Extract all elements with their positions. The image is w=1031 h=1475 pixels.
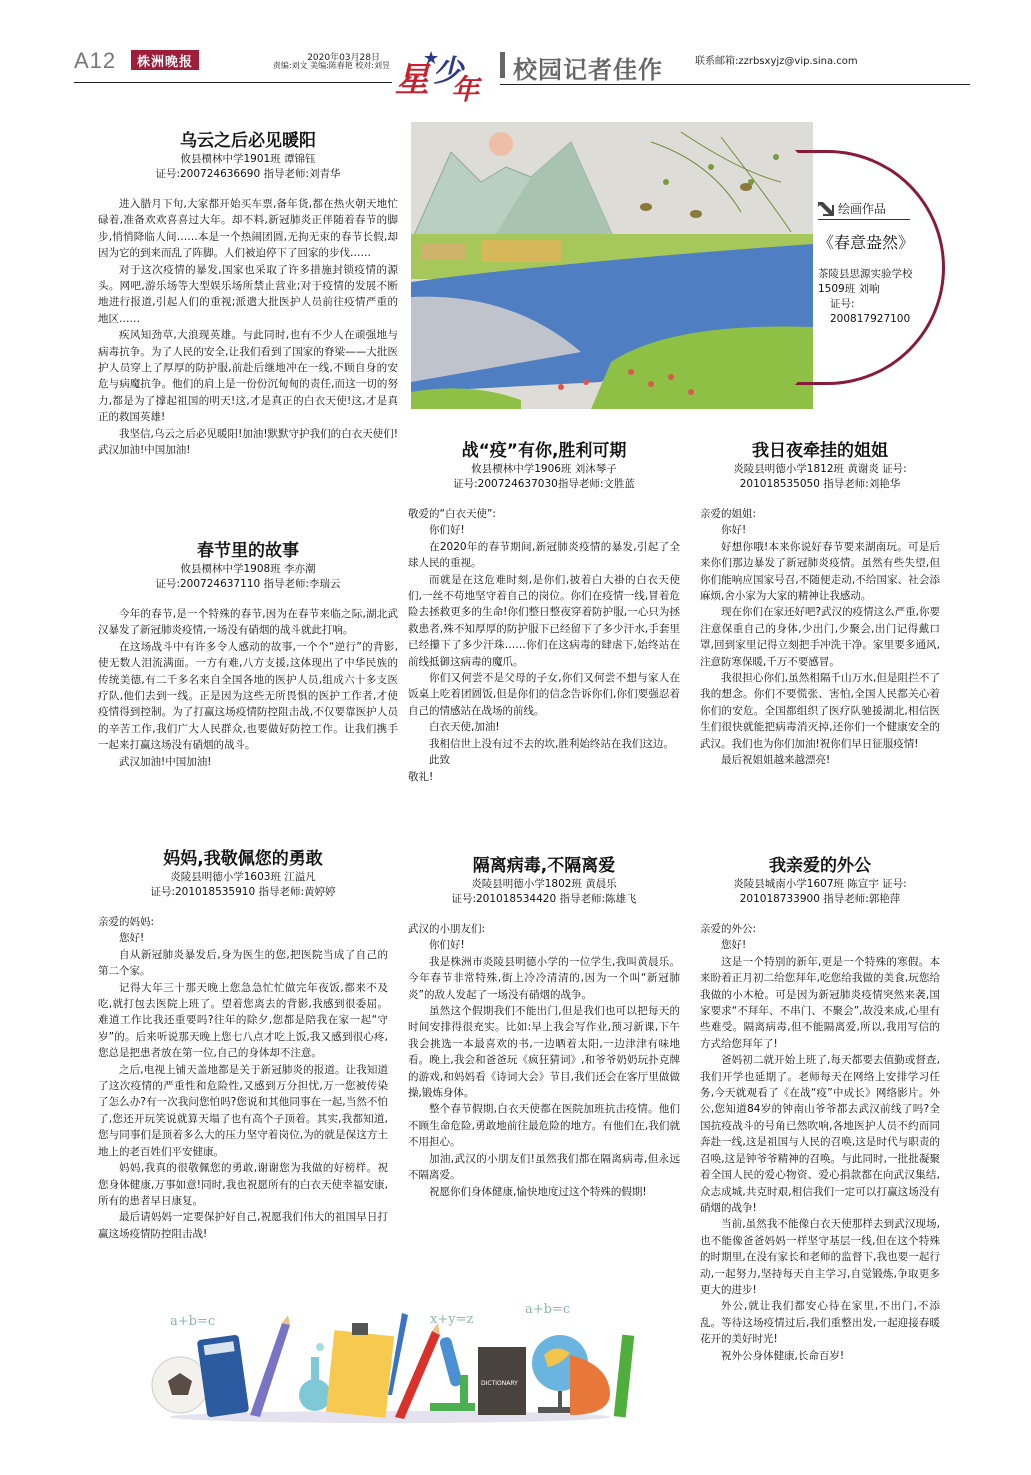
closing: 敬礼! (408, 770, 434, 783)
book-icon (478, 1347, 526, 1415)
paragraph: 当前,虽然我不能像白衣天使那样去到武汉现场,也不能像爸爸妈妈一样坚守基层一线,但在这个特殊的时期里,在没有家长和老师的监督下,我也要一起行动,一起努力,坚持每天自主学习,自觉锻炼,争取更多更大的进步! (700, 1218, 940, 1296)
paragraph: 我坚信,乌云之后必见暖阳!加油!默默守护我们的白衣天使们!武汉加油!中国加油! (98, 427, 398, 457)
salutation: 亲爱的妈妈: (98, 916, 155, 928)
arrow-down-right-icon (818, 202, 834, 216)
paragraph: 祝愿你们身体健康,愉快地度过这个特殊的假期! (429, 1185, 647, 1198)
paragraph: 今年的春节,是一个特殊的春节,因为在春节来临之际,湖北武汉暴发了新冠肺炎疫情,一场没有硝烟的战斗就此打响。 (98, 608, 398, 637)
painting-tag-label: 绘画作品 (838, 202, 887, 216)
paragraph: 对于这次疫情的暴发,国家也采取了许多措施封锁疫情的源头。网吧,游乐场等大型娱乐场所禁止营业;对于疫情的发展不断地进行报道,引起人们的重视;派遣大批医护人员前往疫情严重的地区…… (98, 263, 398, 325)
article-7 (700, 855, 940, 1364)
painting-caption (818, 200, 928, 327)
paragraph: 而就是在这危难时刻,是你们,披着白大褂的白衣天使们,一丝不苟地坚守着自己的岗位。你们在疫情一线,冒着危险去拯救更多的生命!你们整日整夜穿着防护服,一心只为拯救患者,殊不知厚厚的防护服下已经留下了多少汗水,手套里已经攥下了多少汗珠……你们在这病毒的肆虐下,始终站在前线抵御这病毒的魔爪。 (408, 573, 680, 668)
paragraph: 你们又何尝不是父母的子女,你们又何尝不想与家人在饭桌上吃着团圆饭,但是你们的信念告诉你们,你们要强忍着自己的情感站在战场的前线。 (408, 672, 680, 717)
article-3 (408, 440, 680, 785)
header-rule-right (500, 84, 970, 85)
paragraph: 在2020年的春节期间,新冠肺炎疫情的暴发,引起了全球人民的重视。 (408, 540, 680, 570)
protractor-icon (570, 1355, 610, 1415)
header-rule-left (74, 82, 392, 83)
paragraph: 我相信世上没有过不去的坎,胜利始终站在我们这边。 (429, 737, 674, 750)
book-label: DICTIONARY (481, 1380, 518, 1387)
article-5 (98, 848, 388, 1242)
editor-credits: 责编:刘文 美编:陈春艳 校对:刘昱 (272, 61, 390, 70)
formula-middle: x+y=z (430, 1312, 474, 1327)
paragraph: 您好! (721, 939, 747, 952)
article-body (98, 196, 398, 459)
issue-date: 2020年03月28日 (307, 53, 380, 63)
article-body (98, 914, 388, 1242)
article-title: 妈妈,我敬佩您的勇敢 (163, 849, 323, 869)
paragraph: 最后请妈妈一定要保护好自己,祝愿我们伟大的祖国早日打赢这场疫情防控阻击战! (98, 1211, 388, 1240)
painting-author: 茶陵县思源实验学校1509班 刘响 (818, 268, 913, 295)
paragraph: 妈妈,我真的很敬佩您的勇敢,谢谢您为我做的好榜样。祝您身体健康,万事如意!同时,我也祝愿所有的白衣天使幸福安康,所有的患者早日康复。 (98, 1162, 388, 1207)
paragraph: 武汉加油!中国加油! (119, 755, 212, 768)
paragraph: 进入腊月下旬,大家都开始买车票,备年货,都在热火朝天地忙碌着,准备欢欢喜喜过大年。却不料,新冠肺炎正伴随着春节的脚步,悄悄降临人间……本是一个热闹团圆,无拘无束的春节长假,却因为它的到来而乱了阵脚。人们被迫停下了回家的步伐…… (98, 198, 398, 260)
paragraph: 加油,武汉的小朋友们!虽然我们都在隔离病毒,但永远不隔离爱。 (408, 1152, 680, 1182)
painting-cert-label: 证号: (830, 298, 855, 310)
salutation: 敬爱的“白衣天使”: (408, 508, 496, 520)
article-title: 战“疫”有你,胜利可期 (461, 441, 627, 461)
article-cert: 证号:200724636690 指导老师:刘青华 (155, 168, 341, 180)
article-school: 攸县槚林中学1901班 谭锦钰 (180, 153, 316, 165)
brand-char-2: 少 (433, 54, 463, 89)
paragraph: 虽然这个假期我们不能出门,但是我们也可以把每天的时间安排得很充实。比如:早上我会写作业,预习新课,下午我会挑选一本最喜欢的书,一边晒着太阳,一边津津有味地看。晚上,我会和爸爸玩《疯狂猜词》,和爷爷奶奶玩扑克牌的游戏,和妈妈看《诗词大会》节目,我们还会在客厅里做做操,锻炼身体。 (408, 1005, 680, 1100)
paragraph: 我很担心你们,虽然相隔千山万水,但是阻拦不了我的想念。你们不要慌张、害怕,全国人民都关心着你们的安危。全国都组织了医疗队驰援湖北,相信医生们很快就能把病毒消灭掉,还你们一个健康安全的武汉。我们也为你们加油!祝你们早日征服疫情! (700, 672, 940, 750)
article-cert: 201018733900 指导老师:郭艳萍 (739, 893, 901, 905)
article-body (408, 506, 680, 785)
section-title: 校园记者佳作 (513, 56, 663, 84)
masthead (0, 0, 1031, 110)
article-school: 炎陵县明德小学1603班 江溢凡 (170, 871, 316, 883)
page-number: A12 (74, 48, 117, 73)
article-title: 隔离病毒,不隔离爱 (472, 856, 616, 876)
article-body (700, 506, 940, 769)
salutation: 亲爱的姐姐: (700, 508, 757, 520)
paragraph: 记得大年三十那天晚上您急急忙忙做完年夜饭,都来不及吃,就打包去医院上班了。望着您离去的背影,我感到很委屈。难道工作比我还重要吗?往年的除夕,您都是陪我在家一起“守岁”的。后来听说那天晚上您七八点才吃上饭,我又感到很心疼,您总是把患者放在第一位,自己的身体却不注意。 (98, 981, 388, 1060)
article-body (98, 606, 398, 770)
paragraph: 你们好! (429, 939, 465, 952)
painting-tag (818, 200, 910, 220)
paragraph: 之后,电视上铺天盖地都是关于新冠肺炎的报道。让我知道了这次疫情的严重性和危险性,又感到万分担忧,万一您被传染了怎么办?有一次我问您怕吗?您说和其他同事在一起,当然不怕了,您还开玩笑说就算天塌了也有高个子顶着。其实,我都知道,您与同事们是顶着多么大的压力坚守着岗位,为的就是保这方土地上的老百姓们平安健康。 (98, 1063, 388, 1158)
article-title: 乌云之后必见暖阳 (180, 131, 316, 151)
soccer-ball-icon (152, 1357, 208, 1413)
article-4 (700, 440, 940, 769)
stationery-illustration (130, 1285, 650, 1430)
ruler-icon (614, 1335, 635, 1418)
star-icon: ★ (423, 48, 440, 69)
article-1 (98, 130, 398, 459)
paragraph: 你们好! (429, 524, 465, 537)
painting-cert-number: 200817927100 (830, 313, 911, 325)
article-title: 春节里的故事 (197, 541, 299, 561)
paragraph: 您好! (119, 932, 145, 945)
paragraph: 整个春节假期,白衣天使都在医院加班抗击疫情。他们不顾生命危险,勇敢地前往最危险的地方。有他们在,我们就不用担心。 (408, 1103, 680, 1149)
salutation: 亲爱的外公: (700, 923, 757, 935)
paragraph: 白衣天使,加油! (429, 721, 500, 734)
paragraph: 你好! (721, 524, 747, 537)
formula-right: a+b=c (525, 1302, 571, 1317)
article-title: 我日夜牵挂的姐姐 (752, 441, 888, 461)
article-school: 炎陵县明德小学1812班 黄谢炎 证号: (733, 463, 907, 475)
article-cert: 证号:201018535910 指导老师:黄婷婷 (150, 886, 336, 898)
paragraph: 祝外公身体健康,长命百岁! (721, 1349, 845, 1362)
paragraph: 在这场战斗中有许多令人感动的故事,一个个“逆行”的背影,使无数人泪流满面。一方有难,八方支援,这体现出了中华民族的传统美德,有二千多名来自全国各地的医护人员,组成六十多支医疗队,他们去到一线。正是因为这些无所畏惧的医护工作者,才使疫情得到控制。为了打赢这场疫情防控阻击战,不仅要靠医护人员的辛苦工作,我们广大人民群众,也要做好防控工作。让我们携手一起来打赢这场没有硝烟的战斗。 (98, 640, 398, 752)
paragraph: 疾风知劲草,大浪现英雄。与此同时,也有不少人在顽强地与病毒抗争。为了人民的安全,让我们看到了国家的脊梁——大批医护人员穿上了厚厚的防护服,前赴后继地冲在一线,不顾自身的安危与病魔抗争。他们的肩上是一份份沉甸甸的责任,而这一切的努力,都是为了撑起祖国的明天!这,才是真正的白衣天使!这,才是真正的救国英雄! (98, 329, 398, 424)
formula-left: a+b=c (170, 1314, 216, 1329)
flask-icon (299, 1343, 331, 1411)
paragraph: 最后祝姐姐越来越漂亮! (721, 754, 831, 767)
article-cert: 证号:200724637030指导老师:文胜蓝 (453, 478, 635, 490)
paragraph: 外公,就让我们都安心待在家里,不出门,不添乱。等待这场疫情过后,我们重整出发,一起迎接春暖花开的美好时光! (700, 1300, 940, 1346)
article-cert: 证号:200724637110 指导老师:李瑞云 (155, 578, 341, 590)
paragraph: 这是一个特别的新年,更是一个特殊的寒假。本来盼着正月初二给您拜年,吃您给我做的美食,玩您给我做的小木枪。可是因为新冠肺炎疫情突然来袭,国家要求“不拜年、不串门、不聚会”,故没来成,心里有些难受。隔离病毒,但不能隔离爱,所以,我用写信的方式给您拜年了! (700, 955, 940, 1050)
article-cert: 201018535050 指导老师:刘艳华 (739, 478, 901, 490)
paper-logo: 株洲晚报 (131, 50, 199, 70)
article-body (700, 921, 940, 1364)
calculator-icon (197, 1334, 249, 1417)
brand-char-1: 星 (395, 60, 429, 100)
microscope-icon (430, 1336, 475, 1411)
pencil-icon (250, 1315, 290, 1417)
article-school: 攸县槚林中学1908班 李亦潮 (180, 563, 316, 575)
article-cert: 证号:201018534420 指导老师:陈雄飞 (451, 893, 637, 905)
section-divider (500, 52, 505, 78)
article-title: 我亲爱的外公 (769, 856, 871, 876)
contact-email: 联系邮箱:zzrbsxyjz@vip.sina.com (695, 56, 858, 67)
article-6 (408, 855, 680, 1200)
painting-image (411, 122, 813, 409)
article-body (408, 921, 680, 1200)
article-school: 炎陵县明德小学1802班 黄晨乐 (471, 878, 617, 890)
brand-logo (395, 46, 495, 106)
landscape-painting (411, 122, 813, 409)
article-2 (98, 540, 398, 770)
paragraph: 自从新冠肺炎暴发后,身为医生的您,把医院当成了自己的第二个家。 (98, 948, 388, 978)
brand-char-3: 年 (451, 73, 480, 106)
paragraph: 此致 (429, 754, 450, 767)
paragraph: 现在你们在家还好吧?武汉的疫情这么严重,你要注意保重自己的身体,少出门,少聚会,出门记得戴口罩,回到家里记得立刻把手冲洗干净。家里要多通风,注意防寒保暖,千万不要感冒。 (700, 606, 940, 668)
article-school: 炎陵县城南小学1607班 陈宣宇 证号: (733, 878, 907, 890)
painting-title: 《春意盎然》 (818, 233, 915, 252)
paragraph: 我是株洲市炎陵县明德小学的一位学生,我叫黄晨乐。今年春节非常特殊,街上冷冷清清的,因为一个叫“新冠肺炎”的敌人发起了一场没有硝烟的战争。 (408, 955, 680, 1001)
salutation: 武汉的小朋友们: (408, 923, 486, 935)
paragraph: 好想你哦!本来你说好春节要来湖南玩。可是后来你们那边暴发了新冠肺炎疫情。虽然有些失望,但你们能响应国家号召,不随便走动,不给国家、社会添麻烦,舍小家为大家的精神让我感动。 (700, 540, 940, 603)
school-supplies-graphic (130, 1285, 650, 1430)
paragraph: 爸妈初二就开始上班了,每天都要去值勤或督查,我们开学也延期了。老师每天在网络上安排学习任务,今天就观看了《在战“疫”中成长》网络影片。外公,您知道84岁的钟南山爷爷都去武汉前线了吗?全国抗疫战斗的号角已然吹响,各地医护人员不约而同奔赴一线,这是祖国与人民的召唤,这是时代与职责的召唤,这是钟爷爷精神的召唤。与此同时,一批批凝聚着全国人民的爱心物资、爱心捐款都在向武汉集结,众志成城,共克时艰,相信我们一定可以打赢这场没有硝烟的战争! (700, 1054, 940, 1214)
clipboard-icon (326, 1323, 394, 1418)
article-school: 攸县槚林中学1906班 刘沐琴子 (471, 463, 617, 475)
